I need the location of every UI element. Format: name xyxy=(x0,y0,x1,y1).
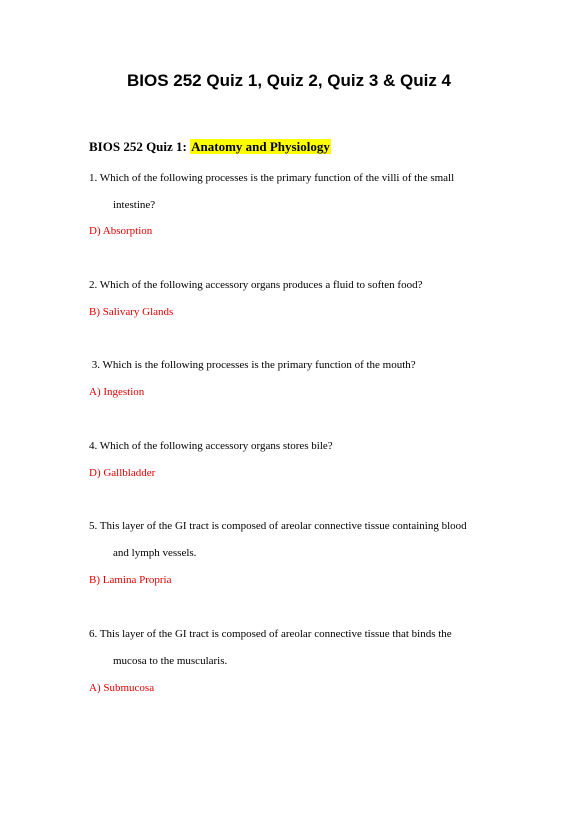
answer-2: B) Salivary Glands xyxy=(89,306,174,318)
question-1-line-1: 1. Which of the following processes is the primary function of the villi of the small xyxy=(89,172,455,184)
question-6-line-1: 6. This layer of the GI tract is composed of areolar connective tissue that binds the xyxy=(89,628,452,640)
document-title: BIOS 252 Quiz 1, Quiz 2, Quiz 3 & Quiz 4 xyxy=(126,71,452,90)
section-heading-prefix: BIOS 252 Quiz 1: xyxy=(89,139,191,154)
answer-5: B) Lamina Propria xyxy=(89,574,172,586)
question-5-line-2: and lymph vessels. xyxy=(113,547,197,559)
question-3-line-1: 3. Which is the following processes is the primary function of the mouth? xyxy=(89,359,416,371)
answer-4: D) Gallbladder xyxy=(89,467,156,479)
question-1-line-2: intestine? xyxy=(113,199,156,211)
section-heading-highlight: Anatomy and Physiology xyxy=(191,139,330,154)
question-5-line-1: 5. This layer of the GI tract is composed of areolar connective tissue containing blood xyxy=(89,520,467,532)
answer-3: A) Ingestion xyxy=(89,386,145,398)
question-6-line-2: mucosa to the muscularis. xyxy=(113,655,228,667)
question-4-line-1: 4. Which of the following accessory organs stores bile? xyxy=(89,440,333,452)
answer-6: A) Submucosa xyxy=(89,682,155,694)
question-2-line-1: 2. Which of the following accessory organs produces a fluid to soften food? xyxy=(89,279,423,291)
answer-1: D) Absorption xyxy=(89,225,153,237)
section-heading xyxy=(89,138,331,155)
